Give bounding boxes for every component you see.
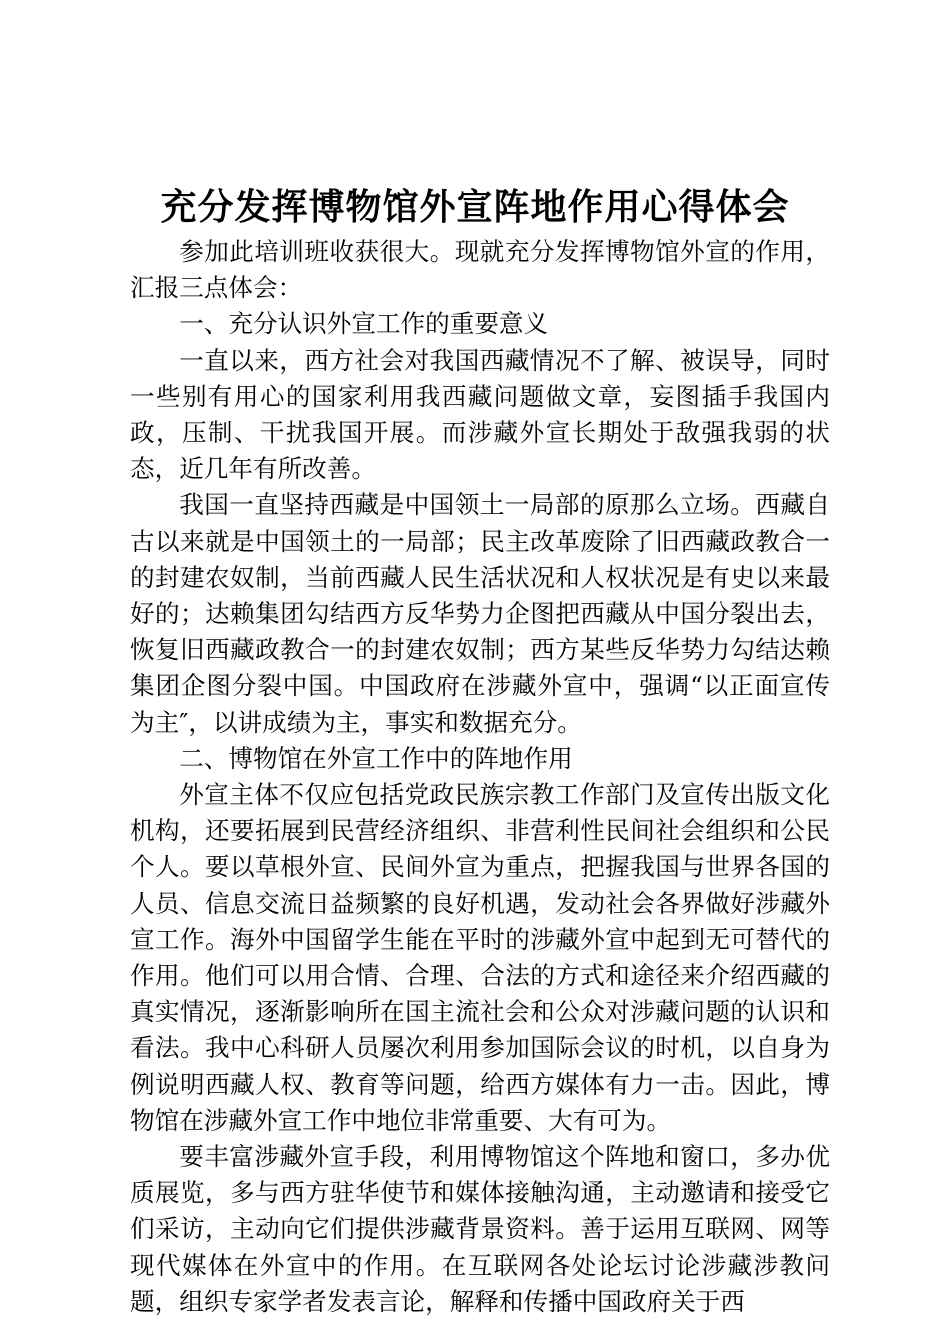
section-heading-1: 一、充分认识外宣工作的重要意义 [179, 309, 549, 339]
section-heading-2: 二、博物馆在外宣工作中的阵地作用 [179, 743, 573, 773]
paragraph: 我国一直坚持西藏是中国领土一局部的原那么立场。西藏自古以来就是中国领土的一局部；民主改革废除了旧西藏政教合一的封建农奴制，当前西藏人民生活状况和人权状况是有史以来最好的；达赖集团勾结西方反华势力企图把西藏从中国分裂出去，恢复旧西藏政教合一的封建农奴制；西方某些反华势力勾结达赖集团企图分裂中国。中国政府在涉藏外宣中，强调“以正面宣传为主″，以讲成绩为主，事实和数据充分。 [130, 490, 830, 737]
document-title: 充分发挥博物馆外宣阵地作用心得体会 [160, 187, 790, 228]
paragraph: 要丰富涉藏外宣手段，利用博物馆这个阵地和窗口，多办优质展览，多与西方驻华使节和媒体接触沟通，主动邀请和接受它们采访，主动向它们提供涉藏背景资料。善于运用互联网、网等现代媒体在外宣中的作用。在互联网各处论坛讨论涉藏涉教问题，组织专家学者发表言论，解释和传播中国政府关于西 [130, 1142, 830, 1316]
document-body [130, 234, 830, 1320]
paragraph: 一直以来，西方社会对我国西藏情况不了解、被误导，同时一些别有用心的国家利用我西藏问题做文章，妄图插手我国内政，压制、干扰我国开展。而涉藏外宣长期处于敌强我弱的状态，近几年有所改善。 [130, 345, 830, 484]
paragraph: 外宣主体不仅应包括党政民族宗教工作部门及宣传出版文化机构，还要拓展到民营经济组织、非营利性民间社会组织和公民个人。要以草根外宣、民间外宣为重点，把握我国与世界各国的人员、信息交流日益频繁的良好机遇，发动社会各界做好涉藏外宣工作。海外中国留学生能在平时的涉藏外宣中起到无可替代的作用。他们可以用合情、合理、合法的方式和途径来介绍西藏的真实情况，逐渐影响所在国主流社会和公众对涉藏问题的认识和看法。我中心科研人员屡次利用参加国际会议的时机，以自身为例说明西藏人权、教育等问题，给西方媒体有力一击。因此，博物馆在涉藏外宣工作中地位非常重要、大有可为。 [130, 780, 830, 1135]
paragraph-intro: 参加此培训班收获很大。现就充分发挥博物馆外宣的作用，汇报三点体会： [130, 237, 830, 303]
